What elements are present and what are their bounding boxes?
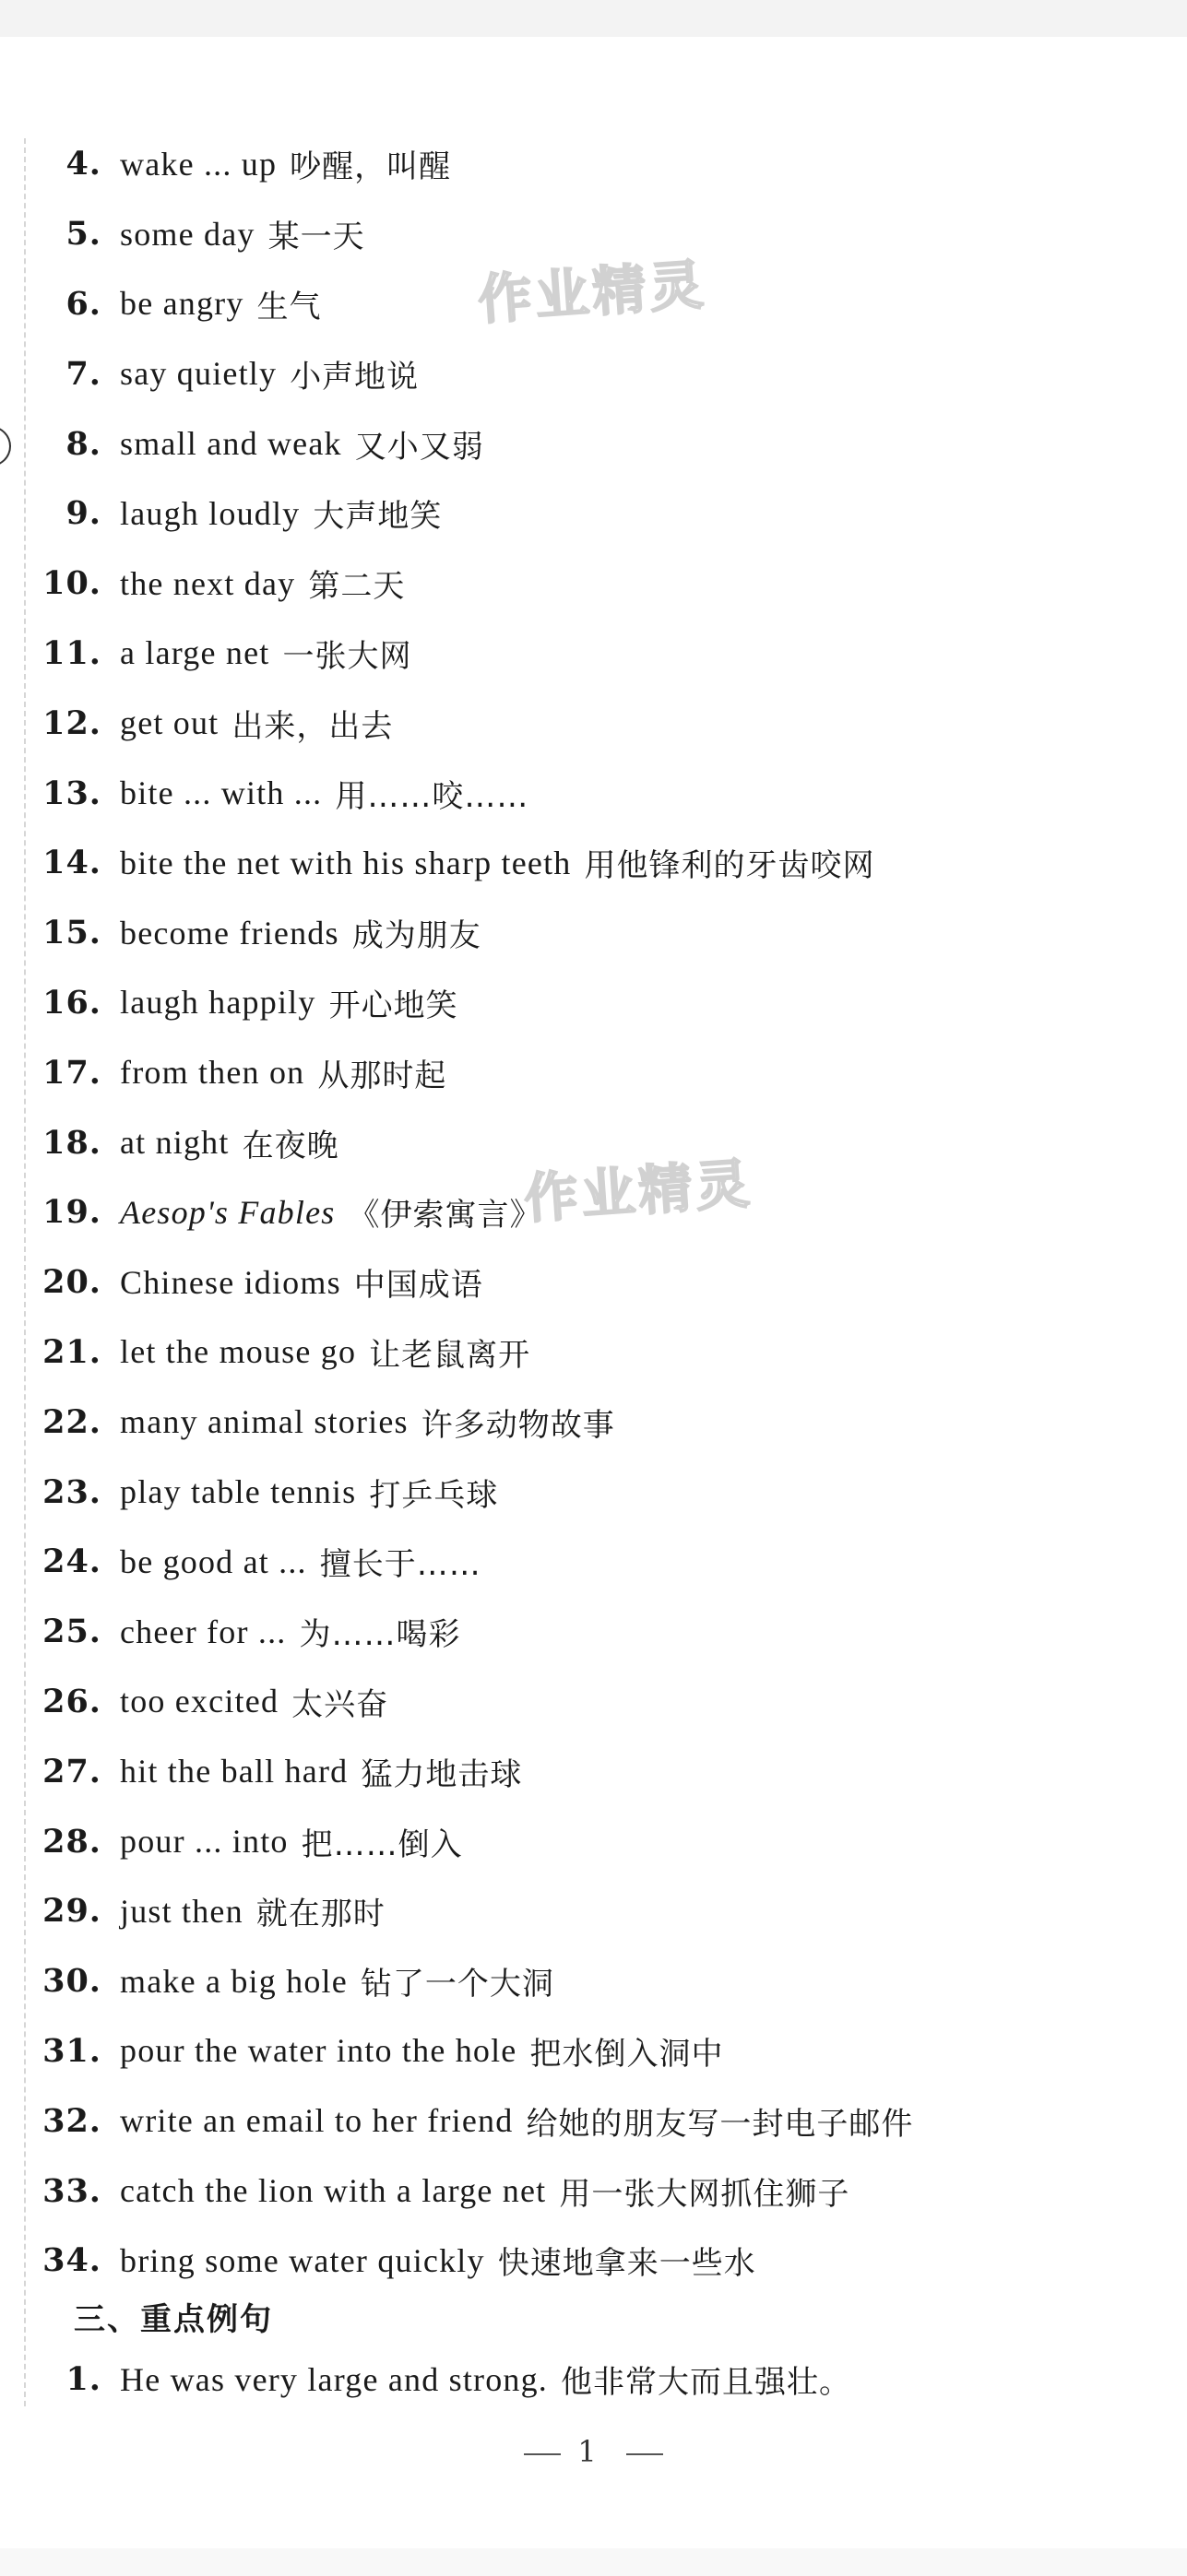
vocabulary-item <box>0 619 1187 689</box>
item-english: Aesop's Fables <box>120 1193 336 1231</box>
vocabulary-item <box>0 1457 1187 1527</box>
item-chinese: 一张大网 <box>282 637 412 675</box>
item-english: wake ... up <box>120 145 278 183</box>
item-number: 21. <box>42 1332 101 1371</box>
item-english: from then on <box>120 1054 305 1092</box>
item-chinese: 就在那时 <box>255 1896 386 1933</box>
item-english: bite the net with his sharp teeth <box>120 844 572 881</box>
vocabulary-item <box>0 2016 1187 2086</box>
item-number: 34. <box>42 2241 101 2280</box>
item-number: 5. <box>65 215 101 254</box>
item-chinese: 让老鼠离开 <box>369 1336 531 1374</box>
item-english: catch the lion with a large net <box>120 2172 547 2209</box>
item-number: 8. <box>65 424 101 463</box>
item-number: 10. <box>42 564 101 603</box>
item-number: 27. <box>42 1752 101 1790</box>
item-english: laugh happily <box>120 984 316 1022</box>
item-number: 26. <box>42 1682 101 1720</box>
item-number: 9. <box>65 494 101 533</box>
vocabulary-item <box>0 1946 1187 2016</box>
item-chinese: 为……喝彩 <box>299 1616 461 1654</box>
item-number: 6. <box>65 284 101 323</box>
item-chinese: 第二天 <box>308 568 406 606</box>
item-chinese: 快速地拿来一些水 <box>497 2245 756 2283</box>
bottom-margin <box>0 2548 1187 2576</box>
item-english: pour ... into <box>120 1823 289 1861</box>
item-english: bite ... with ... <box>120 774 323 812</box>
item-chinese: 又小又弱 <box>354 428 484 466</box>
footer-dash-right <box>626 2453 663 2455</box>
item-chinese: 从那时起 <box>317 1057 447 1094</box>
item-chinese: 吵醒，叫醒 <box>290 148 452 186</box>
example-sentence <box>0 2357 1187 2402</box>
vocabulary-item <box>0 1318 1187 1388</box>
sentence-english: He was very large and strong. <box>120 2360 549 2398</box>
item-number: 30. <box>42 1962 101 2001</box>
item-chinese: 成为朋友 <box>351 917 481 955</box>
item-english: pour the water into the hole <box>120 2032 517 2070</box>
item-chinese: 中国成语 <box>353 1267 483 1305</box>
vocabulary-item <box>0 408 1187 479</box>
item-number: 22. <box>42 1402 101 1441</box>
item-english: make a big hole <box>120 1962 348 2000</box>
item-english: many animal stories <box>120 1403 409 1441</box>
item-english: Chinese idioms <box>120 1263 341 1301</box>
item-english: the next day <box>120 564 296 602</box>
vocabulary-item <box>0 2086 1187 2156</box>
item-english: cheer for ... <box>120 1613 287 1650</box>
vocabulary-item <box>0 1037 1187 1107</box>
item-number: 16. <box>42 983 101 1022</box>
item-chinese: 《伊索寓言》 <box>348 1197 542 1235</box>
item-number: 29. <box>42 1892 101 1931</box>
item-chinese: 出来，出去 <box>231 707 394 745</box>
item-chinese: 擅长于…… <box>319 1546 481 1584</box>
sentence-chinese: 他非常大而且强壮。 <box>561 2364 852 2401</box>
item-chinese: 许多动物故事 <box>421 1406 615 1444</box>
page-number: 1 <box>577 2434 610 2469</box>
item-english: hit the ball hard <box>120 1753 349 1790</box>
vocabulary-item <box>0 898 1187 968</box>
item-chinese: 钻了一个大洞 <box>360 1966 554 2003</box>
item-chinese: 生气 <box>256 288 322 325</box>
item-english: say quietly <box>120 355 278 393</box>
item-english: laugh loudly <box>120 494 301 532</box>
vocabulary-item <box>0 129 1187 199</box>
vocabulary-item <box>0 269 1187 339</box>
item-chinese: 用他锋利的牙齿咬网 <box>584 847 875 885</box>
vocabulary-item <box>0 688 1187 758</box>
item-english: write an email to her friend <box>120 2102 514 2140</box>
item-number: 7. <box>65 354 101 393</box>
vocabulary-item <box>0 199 1187 269</box>
item-number: 24. <box>42 1542 101 1581</box>
vocabulary-item <box>0 1806 1187 1876</box>
item-number: 19. <box>42 1193 101 1232</box>
watermark-stamp: 作业精灵 <box>522 1152 755 1231</box>
item-english: become friends <box>120 914 339 951</box>
top-margin <box>0 0 1187 37</box>
item-number: 12. <box>42 703 101 742</box>
item-chinese: 把水倒入洞中 <box>529 2035 724 2073</box>
item-english: be angry <box>120 285 244 323</box>
item-number: 33. <box>42 2171 101 2210</box>
item-number: 17. <box>42 1053 101 1092</box>
item-chinese: 太兴奋 <box>291 1685 389 1723</box>
item-english: bring some water quickly <box>120 2241 485 2279</box>
vocabulary-item <box>0 1736 1187 1806</box>
vocabulary-item <box>0 338 1187 408</box>
vocabulary-item <box>0 1527 1187 1597</box>
item-english: at night <box>120 1124 230 1162</box>
footer-dash-left <box>524 2453 561 2455</box>
section-heading: 三、重点例句 <box>74 2301 273 2338</box>
page-footer <box>0 2434 1187 2469</box>
vocabulary-item <box>0 2156 1187 2226</box>
vocabulary-item <box>0 968 1187 1038</box>
vocabulary-list <box>0 129 1187 2296</box>
item-english: a large net <box>120 634 270 672</box>
item-chinese: 给她的朋友写一封电子邮件 <box>526 2105 914 2143</box>
vocabulary-item <box>0 1177 1187 1247</box>
item-number: 11. <box>42 633 101 672</box>
vocabulary-item <box>0 1247 1187 1318</box>
vocabulary-item <box>0 1107 1187 1177</box>
item-number: 25. <box>42 1613 101 1651</box>
item-english: just then <box>120 1892 243 1930</box>
item-number: 23. <box>42 1472 101 1511</box>
item-chinese: 猛力地击球 <box>361 1755 523 1793</box>
item-number: 20. <box>42 1263 101 1302</box>
item-chinese: 在夜晚 <box>242 1127 339 1164</box>
item-number: 15. <box>42 914 101 952</box>
vocabulary-item <box>0 758 1187 828</box>
vocabulary-item <box>0 1387 1187 1457</box>
item-number: 28. <box>42 1822 101 1861</box>
item-number: 31. <box>42 2031 101 2070</box>
item-english: too excited <box>120 1683 279 1720</box>
item-number: 13. <box>42 774 101 812</box>
watermark-stamp: 作业精灵 <box>476 253 709 332</box>
item-number: 32. <box>42 2101 101 2140</box>
item-number: 18. <box>42 1123 101 1162</box>
item-english: be good at ... <box>120 1542 307 1580</box>
item-chinese: 开心地笑 <box>328 987 458 1024</box>
item-chinese: 某一天 <box>267 219 365 256</box>
item-english: small and weak <box>120 425 342 463</box>
vocabulary-item <box>0 1667 1187 1737</box>
item-english: let the mouse go <box>120 1333 357 1371</box>
item-english: play table tennis <box>120 1473 357 1511</box>
item-chinese: 小声地说 <box>290 358 420 396</box>
vocabulary-item <box>0 549 1187 619</box>
item-chinese: 用一张大网抓住狮子 <box>559 2175 850 2213</box>
item-chinese: 打乒乓球 <box>369 1476 499 1514</box>
item-chinese: 大声地笑 <box>313 498 443 536</box>
vocabulary-item <box>0 828 1187 898</box>
vocabulary-item <box>0 1876 1187 1946</box>
vocabulary-item <box>0 479 1187 549</box>
item-english: some day <box>120 215 255 253</box>
item-english: get out <box>120 704 220 742</box>
item-number: 14. <box>42 844 101 882</box>
item-chinese: 把……倒入 <box>301 1826 463 1863</box>
item-chinese: 用……咬…… <box>335 777 529 815</box>
vocabulary-item <box>0 1597 1187 1667</box>
sentence-number: 1. <box>65 2360 101 2398</box>
vocabulary-item <box>0 2226 1187 2296</box>
item-number: 4. <box>65 145 101 183</box>
